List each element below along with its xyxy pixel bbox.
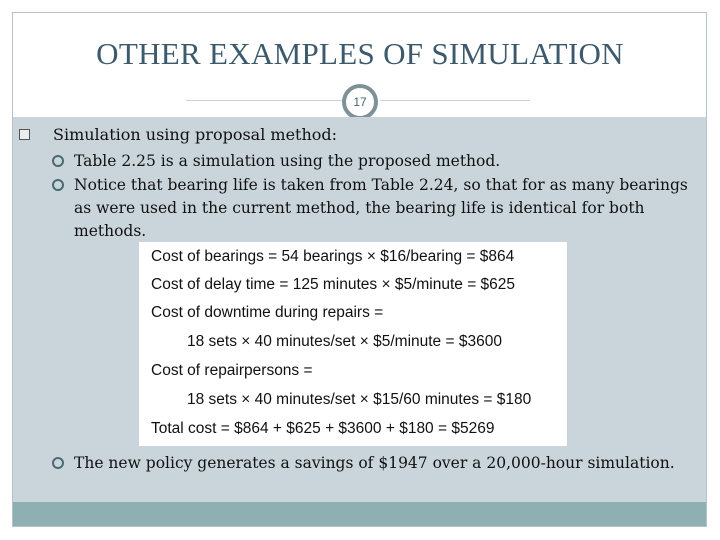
ring-bullet-icon — [52, 457, 64, 469]
page-number-badge: 17 — [342, 84, 378, 120]
sub-bullet-text: Table 2.25 is a simulation using the proposed method. — [74, 152, 501, 170]
title-divider-right — [380, 100, 530, 101]
equation-cost-of-downtime-value: 18 sets × 40 minutes/set × $5/minute = $3600 — [187, 333, 502, 350]
slide-title: OTHER EXAMPLES OF SIMULATION — [96, 36, 624, 71]
ring-bullet-icon — [52, 179, 64, 191]
main-bullet-text: Simulation using proposal method: — [53, 125, 338, 144]
ring-bullet-icon — [52, 155, 64, 167]
square-bullet-icon — [19, 129, 30, 140]
cost-equations-image — [139, 242, 567, 446]
title-divider-left — [186, 100, 344, 101]
equation-cost-of-repairpersons-value: 18 sets × 40 minutes/set × $15/60 minutes = $180 — [187, 391, 532, 408]
sub-bullet-text: Notice that bearing life is taken from Table 2.24, so that for as many bearings as were used in the current method, the bearing life is identical for both methods. — [74, 176, 688, 240]
footer-bar — [13, 502, 706, 526]
equation-cost-of-downtime-label: Cost of downtime during repairs = — [151, 304, 384, 321]
sub-bullet-text: The new policy generates a savings of $1947 over a 20,000-hour simulation. — [74, 454, 675, 472]
equation-cost-of-repairpersons-label: Cost of repairpersons = — [151, 362, 313, 379]
equation-cost-of-delay-time: Cost of delay time = 125 minutes × $5/minute = $625 — [151, 276, 516, 293]
equation-total-cost: Total cost = $864 + $625 + $3600 + $180 = $5269 — [151, 420, 495, 437]
equation-cost-of-bearings: Cost of bearings = 54 bearings × $16/bearing = $864 — [151, 248, 515, 265]
